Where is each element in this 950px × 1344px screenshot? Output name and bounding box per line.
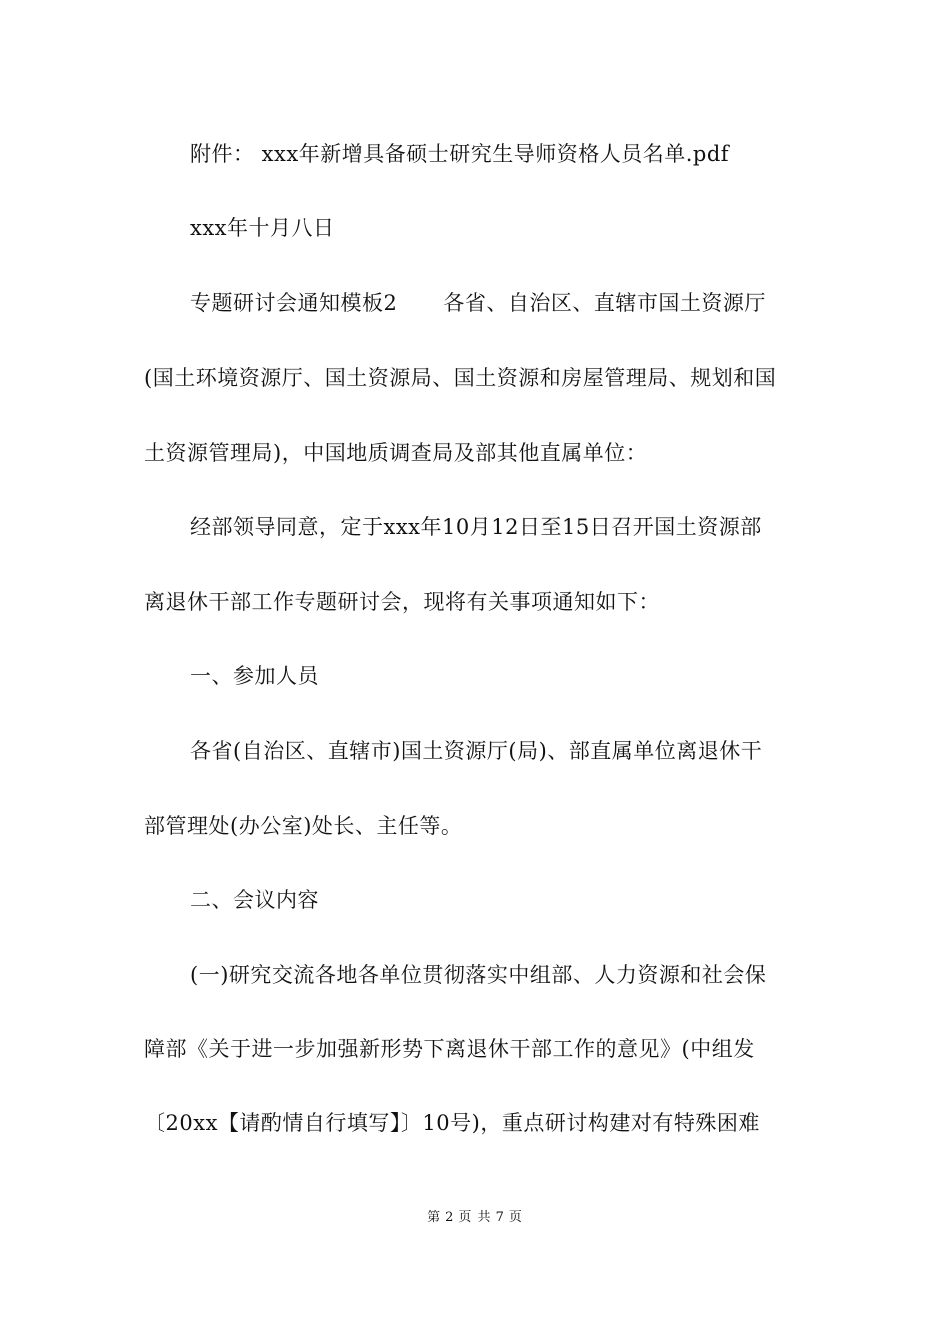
footer-page-number: 2 [445, 1210, 455, 1225]
footer-suffix: 页 [508, 1210, 523, 1225]
body-paragraph-2-line-2: 部管理处(办公室)处长、主任等。 [144, 814, 463, 838]
section-heading-1: 一、参加人员 [190, 664, 319, 688]
body-paragraph-3-line-2: 障部《关于进一步加强新形势下离退休干部工作的意见》(中组发 [144, 1037, 755, 1061]
body-paragraph-3-line-1: (一)研究交流各地各单位贯彻落实中组部、人力资源和社会保 [190, 963, 767, 987]
body-paragraph-1-line-1: 经部领导同意，定于xxx年10月12日至15日召开国土资源部 [190, 515, 762, 539]
body-paragraph-2-line-1: 各省(自治区、直辖市)国土资源厅(局)、部直属单位离退休干 [190, 739, 763, 763]
recipient-line-3: 土资源管理局)，中国地质调查局及部其他直属单位： [144, 441, 648, 465]
section-heading-2: 二、会议内容 [190, 888, 319, 912]
recipient-start: 各省、自治区、直辖市国土资源厅 [443, 291, 766, 315]
body-paragraph-3-line-3: 〔20xx【请酌情自行填写】〕10号)，重点研讨构建对有特殊困难 [144, 1111, 760, 1135]
attachment-line: 附件： xxx年新增具备硕士研究生导师资格人员名单.pdf [190, 142, 730, 166]
footer-prefix: 第 [427, 1210, 442, 1225]
footer-total-pages: 7 [495, 1210, 505, 1225]
title-recipient-line [190, 288, 814, 318]
body-paragraph-1-line-2: 离退休干部工作专题研讨会，现将有关事项通知如下： [144, 590, 660, 614]
page-footer [0, 1208, 950, 1228]
date-line: xxx年十月八日 [190, 216, 335, 240]
recipient-line-2: (国土环境资源厅、国土资源局、国土资源和房屋管理局、规划和国 [144, 366, 777, 390]
footer-middle: 页 共 [458, 1210, 492, 1225]
template-title: 专题研讨会通知模板2 [190, 291, 398, 315]
